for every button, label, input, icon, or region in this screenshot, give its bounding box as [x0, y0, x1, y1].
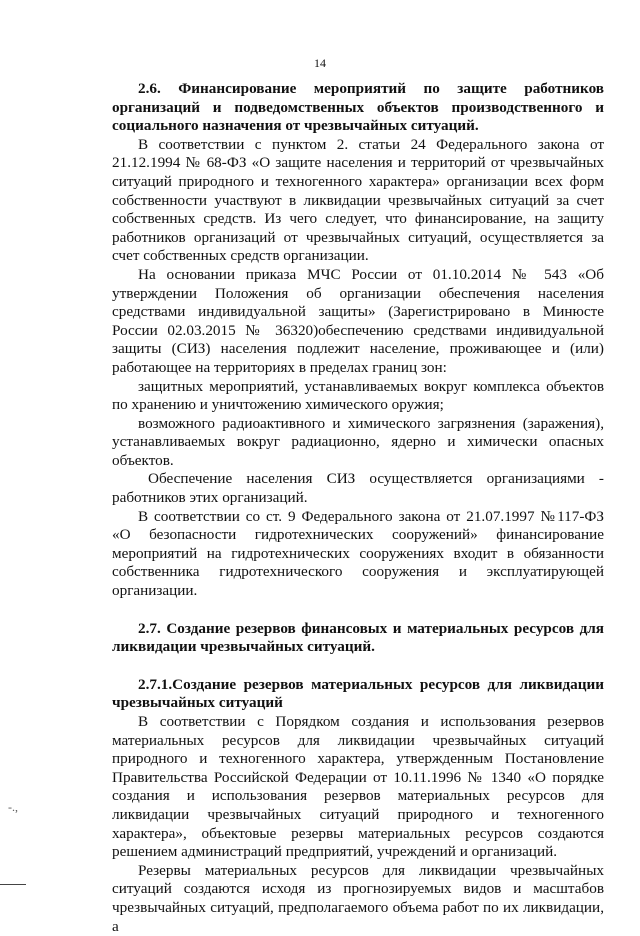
section-2-6-paragraph-6: В соответствии со ст. 9 Федерального закона от 21.07.1997 №117-ФЗ «О безопасности гидротехнических сооружений» финансирование мероприятий на гидротехнических сооружениях входит в обязанности собственника гидротехнического сооружения и эксплуатирующей организации. [112, 507, 604, 600]
section-2-7-heading: 2.7. Создание резервов финансовых и материальных ресурсов для ликвидации чрезвычайных ситуаций. [112, 619, 604, 656]
section-2-6-paragraph-4: возможного радиоактивного и химического загрязнения (заражения), устанавливаемых вокруг радиационно, ядерно и химически опасных объектов. [112, 414, 604, 469]
margin-scan-line [0, 884, 26, 885]
section-2-7-1-heading: 2.7.1.Создание резервов материальных ресурсов для ликвидации чрезвычайных ситуаций [112, 675, 604, 712]
document-body [112, 80, 604, 936]
page-number: 14 [314, 56, 326, 70]
section-2-6-paragraph-2: На основании приказа МЧС России от 01.10.2014 № 543 «Об утверждении Положения об организации обеспечения населения средствами индивидуальной защиты» (Зарегистрировано в Минюсте России 02.03.2015 № 36320)обеспечению средствами индивидуальной защиты (СИЗ) населения подлежит население, проживающее и (или) работающее на территориях в пределах границ зон: [112, 265, 604, 376]
section-2-7-1-paragraph-1: В соответствии с Порядком создания и использования резервов материальных ресурсов для ликвидации чрезвычайных ситуаций природного и техногенного характера, утвержденным Постановление Правительства Российской Федерации от 10.11.1996 № 1340 «О порядке создания и использования резервов материальных ресурсов для ликвидации чрезвычайных ситуаций природного и техногенного характера», объектовые резервы материальных ресурсов создаются решением администраций предприятий, учреждений и организаций. [112, 713, 604, 861]
section-2-7-1-paragraph-2: Резервы материальных ресурсов для ликвидации чрезвычайных ситуаций создаются исходя из прогнозируемых видов и масштабов чрезвычайных ситуаций, предполагаемого объема работ по их ликвидации, а [112, 861, 604, 935]
margin-scan-mark: -., [8, 800, 18, 814]
section-2-6-heading: 2.6. Финансирование мероприятий по защите работников организаций и подведомственных объектов производственного и социального назначения от чрезвычайных ситуаций. [112, 80, 604, 135]
section-2-6-paragraph-3: защитных мероприятий, устанавливаемых вокруг комплекса объектов по хранению и уничтожению химического оружия; [112, 377, 604, 414]
section-2-6-paragraph-1: В соответствии с пунктом 2. статьи 24 Федерального закона от 21.12.1994 № 68-ФЗ «О защите населения и территорий от чрезвычайных ситуаций природного и техногенного характера» организации всех форм собственности участвуют в ликвидации чрезвычайных ситуаций за счет собственных средств. Из чего следует, что финансирование, на защиту работников организаций от чрезвычайных ситуаций, осуществляется за счет собственных средств организации. [112, 135, 604, 265]
section-2-6-paragraph-5: Обеспечение населения СИЗ осуществляется организациями - работников этих организаций. [112, 470, 604, 507]
